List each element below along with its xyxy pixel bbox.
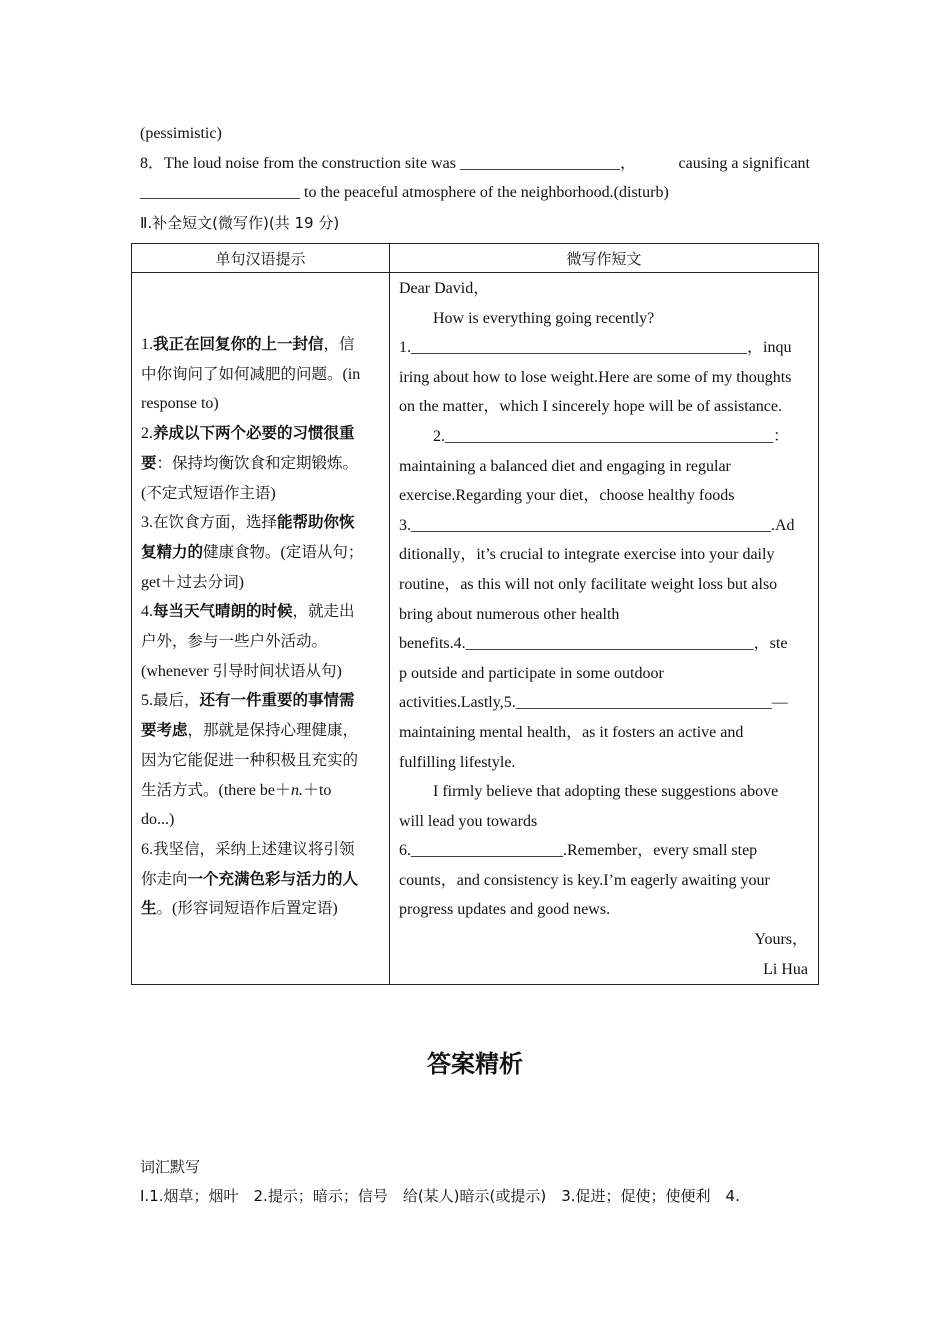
essay-line: maintaining mental health，as it fosters an active and (399, 723, 744, 741)
hint-line: 要考虑，那就是保持心理健康， (141, 721, 359, 740)
essay-line: benefits.4.____________________________________，ste (399, 635, 788, 653)
hint-line: 2.养成以下两个必要的习惯很重 (141, 424, 355, 443)
essay-line: 3._____________________________________________.Ad (399, 516, 795, 534)
essay-line: Dear David， (399, 280, 490, 297)
essay-line: fulfilling lifestyle. (399, 753, 516, 771)
essay-line: routine，as this will not only facilitate weight loss but also (399, 575, 778, 593)
header-left: 单句汉语提示 (132, 244, 390, 273)
essay-line: How is everything going recently? (433, 309, 655, 327)
hint-line: 你走向一个充满色彩与活力的人 (141, 869, 359, 888)
chinese-hints-cell (132, 273, 390, 985)
signature: Li Hua (763, 960, 808, 978)
hint-line: 户外，参与一些户外活动。 (141, 632, 328, 651)
essay-line: will lead you towards (399, 812, 538, 830)
essay-line: counts，and consistency is key.I’m eagerly awaiting your (399, 871, 770, 889)
hint-line: 4.每当天气晴朗的时候，就走出 (141, 602, 355, 621)
header-right: 微写作短文 (390, 244, 819, 273)
essay-line: progress updates and good news. (399, 901, 611, 919)
essay-text (390, 273, 818, 984)
question-8-part2: causing a significant (678, 155, 810, 172)
chinese-hints (132, 273, 389, 924)
hint-line: 6.我坚信，采纳上述建议将引领 (141, 839, 355, 858)
essay-line: p outside and participate in some outdoor (399, 664, 664, 682)
hint-line: 生活方式。(there be＋n.＋to (141, 780, 332, 799)
question-8-line2: ____________________ to the peaceful atmosphere of the neighborhood.(disturb) (140, 184, 669, 201)
essay-line: activities.Lastly,5.________________________________— (399, 694, 788, 712)
table-header-row (132, 244, 819, 273)
answer-title: 答案精析 (427, 1050, 523, 1078)
hint-line: get＋过去分词) (141, 572, 244, 591)
closing: Yours， (754, 931, 808, 949)
micro-writing-table (131, 243, 819, 985)
hint-line: response to) (141, 395, 219, 413)
hint-line: 中你询问了如何减肥的问题。(in (141, 364, 361, 383)
hint-line: do...) (141, 811, 175, 829)
question-8-line1 (140, 154, 810, 174)
hint-line: (whenever 引导时间状语从句) (141, 661, 342, 680)
essay-line: I firmly believe that adopting these suggestions above (433, 783, 779, 801)
essay-line: on the matter，which I sincerely hope will be of assistance. (399, 398, 782, 416)
hint-line: 生。(形容词短语作后置定语) (141, 899, 338, 918)
hint-line: 1.我正在回复你的上一封信，信 (141, 335, 355, 353)
essay-line: 6.___________________.Remember，every small step (399, 842, 758, 860)
essay-line: ditionally，it’s crucial to integrate exercise into your daily (399, 546, 775, 564)
hint-line: 要：保持均衡饮食和定期锻炼。 (141, 453, 359, 472)
essay-line: 2._________________________________________： (433, 427, 790, 445)
essay-cell (390, 273, 819, 985)
essay-line: iring about how to lose weight.Here are some of my thoughts (399, 368, 792, 386)
pessimistic-hint: (pessimistic) (140, 125, 222, 142)
hint-line: 因为它能促进一种积极且充实的 (141, 750, 359, 769)
hint-line: (不定式短语作主语) (141, 483, 276, 502)
hint-line: 5.最后，还有一件重要的事情需 (141, 691, 355, 710)
essay-line: exercise.Regarding your diet，choose healthy foods (399, 487, 735, 505)
essay-line: maintaining a balanced diet and engaging in regular (399, 457, 731, 475)
question-8-part1: 8．The loud noise from the construction site was ____________________， (140, 155, 636, 172)
answer-line-1: Ⅰ.1.烟草；烟叶 2.提示；暗示；信号 给(某人)暗示(或提示) 3.促进；促使；使便利 4. (140, 1187, 740, 1205)
essay-line: 1.__________________________________________，inqu (399, 339, 792, 357)
table-body-row (132, 273, 819, 985)
essay-line: bring about numerous other health (399, 605, 620, 623)
section-2-heading: Ⅱ.补全短文(微写作)(共 19 分) (140, 214, 340, 232)
vocab-heading: 词汇默写 (140, 1158, 201, 1176)
hint-line: 3.在饮食方面，选择能帮助你恢 (141, 513, 355, 532)
hint-line: 复精力的健康食物。(定语从句； (141, 542, 364, 561)
